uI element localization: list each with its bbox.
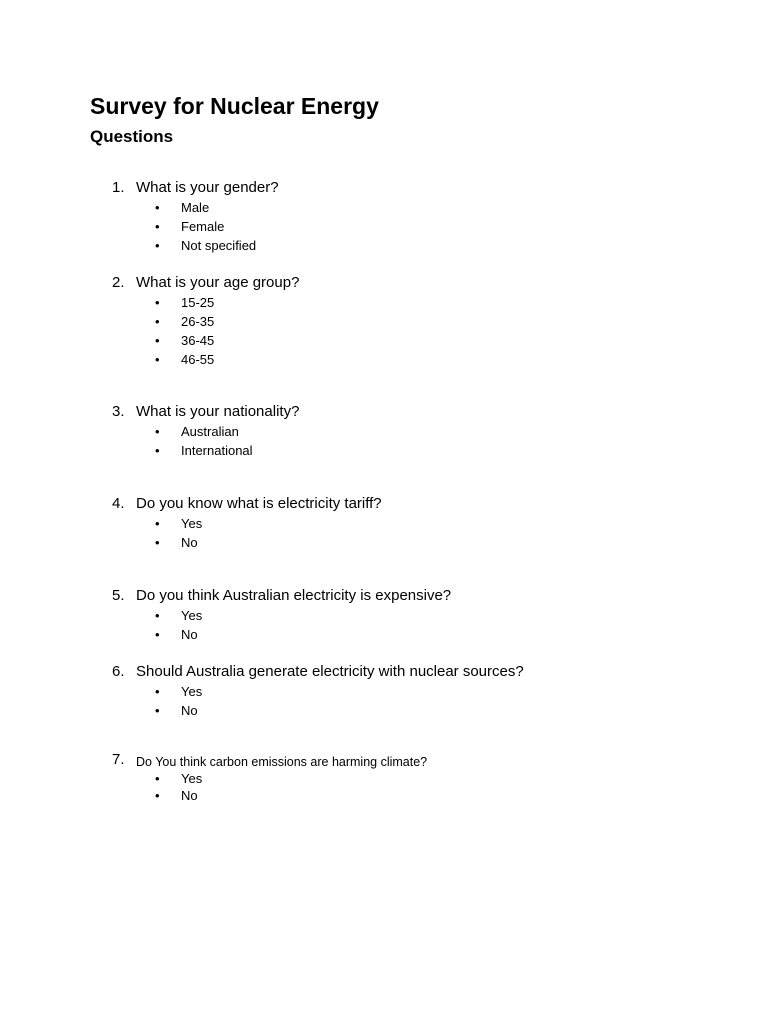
- option-label: Yes: [181, 684, 203, 699]
- question-line: [0, 178, 768, 198]
- option-item: [0, 217, 768, 236]
- option-item: [0, 441, 768, 460]
- question-line: [0, 586, 768, 606]
- option-item: [0, 422, 768, 441]
- option-item: [0, 606, 768, 625]
- option-label: 36-45: [181, 333, 215, 348]
- option-label: 26-35: [181, 314, 215, 329]
- question-text: What is your age group?: [136, 274, 300, 291]
- option-item: [0, 770, 768, 787]
- option-item: [0, 350, 768, 369]
- question-text: Do you think Australian electricity is expensive?: [136, 587, 452, 604]
- question-text: Should Australia generate electricity with nuclear sources?: [136, 663, 524, 680]
- option-label: Yes: [181, 608, 203, 623]
- bullet-icon: •: [155, 295, 160, 310]
- option-label: Not specified: [181, 238, 257, 253]
- question-line: [0, 273, 768, 293]
- option-item: [0, 312, 768, 331]
- option-label: Female: [181, 219, 225, 234]
- question-7: [0, 750, 768, 804]
- question-number: 6.: [112, 663, 125, 680]
- option-label: No: [181, 788, 198, 803]
- bullet-icon: •: [155, 238, 160, 253]
- question-1: [0, 178, 768, 255]
- option-label: Yes: [181, 516, 203, 531]
- bullet-icon: •: [155, 314, 160, 329]
- question-number: 7.: [112, 751, 125, 768]
- option-label: Yes: [181, 771, 203, 786]
- option-label: International: [181, 443, 253, 458]
- question-number: 2.: [112, 274, 125, 291]
- question-line: [0, 750, 768, 770]
- question-number: 3.: [112, 403, 125, 420]
- bullet-icon: •: [155, 703, 160, 718]
- option-label: 15-25: [181, 295, 215, 310]
- question-2: [0, 273, 768, 369]
- question-text: What is your gender?: [136, 179, 279, 196]
- option-label: No: [181, 703, 198, 718]
- bullet-icon: •: [155, 788, 160, 803]
- bullet-icon: •: [155, 200, 160, 215]
- bullet-icon: •: [155, 219, 160, 234]
- option-label: 46-55: [181, 352, 215, 367]
- question-text: Do You think carbon emissions are harming climate?: [136, 755, 428, 769]
- bullet-icon: •: [155, 516, 160, 531]
- option-item: [0, 514, 768, 533]
- option-item: [0, 236, 768, 255]
- question-4: [0, 494, 768, 552]
- question-text: Do you know what is electricity tariff?: [136, 495, 382, 512]
- option-item: [0, 533, 768, 552]
- option-item: [0, 682, 768, 701]
- question-number: 1.: [112, 179, 125, 196]
- bullet-icon: •: [155, 627, 160, 642]
- question-text: What is your nationality?: [136, 403, 300, 420]
- option-item: [0, 198, 768, 217]
- question-line: [0, 494, 768, 514]
- option-label: No: [181, 627, 198, 642]
- bullet-icon: •: [155, 608, 160, 623]
- bullet-icon: •: [155, 424, 160, 439]
- bullet-icon: •: [155, 684, 160, 699]
- option-label: Australian: [181, 424, 239, 439]
- option-label: No: [181, 535, 198, 550]
- option-item: [0, 331, 768, 350]
- section-heading: Questions: [90, 127, 174, 146]
- document-title: Survey for Nuclear Energy: [90, 93, 379, 119]
- bullet-icon: •: [155, 333, 160, 348]
- option-item: [0, 787, 768, 804]
- question-line: [0, 402, 768, 422]
- option-item: [0, 625, 768, 644]
- question-number: 5.: [112, 587, 125, 604]
- question-5: [0, 586, 768, 644]
- bullet-icon: •: [155, 443, 160, 458]
- option-label: Male: [181, 200, 210, 215]
- bullet-icon: •: [155, 771, 160, 786]
- bullet-icon: •: [155, 352, 160, 367]
- question-6: [0, 662, 768, 720]
- question-3: [0, 402, 768, 460]
- option-item: [0, 701, 768, 720]
- option-item: [0, 293, 768, 312]
- question-line: [0, 662, 768, 682]
- bullet-icon: •: [155, 535, 160, 550]
- question-number: 4.: [112, 495, 125, 512]
